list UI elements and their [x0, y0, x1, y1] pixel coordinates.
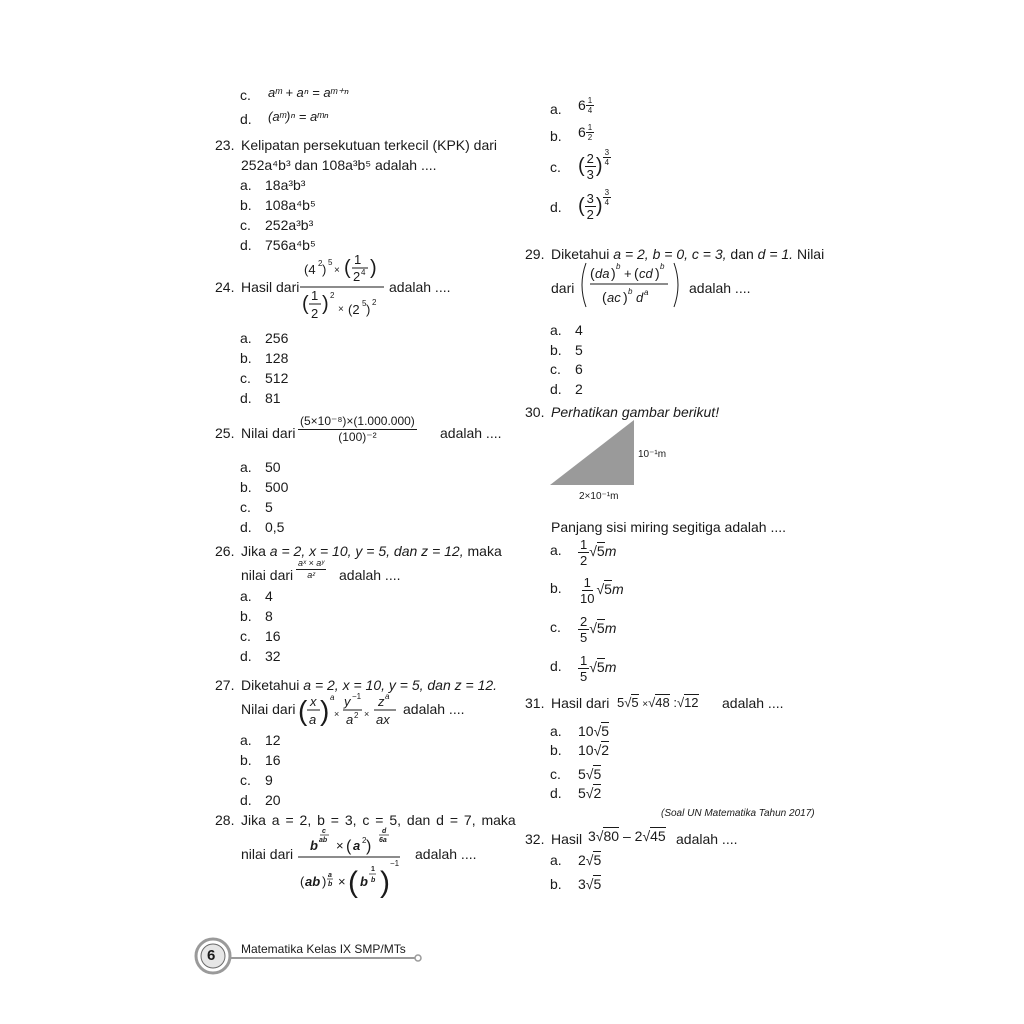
- svg-text:b: b: [328, 881, 333, 888]
- q27-option-value: 9: [265, 772, 273, 788]
- q30-option-label: d.: [550, 658, 562, 674]
- q27-option-label: c.: [240, 772, 251, 788]
- svg-text:cd: cd: [639, 266, 653, 281]
- svg-text:): ): [370, 257, 377, 279]
- svg-text:): ): [320, 695, 330, 726]
- q28-number: 28.: [215, 812, 235, 828]
- svg-text:d: d: [636, 290, 644, 305]
- q27b-option-label: a.: [550, 101, 562, 117]
- q22-option-d-label: d.: [240, 111, 252, 127]
- svg-text:5: 5: [362, 299, 367, 308]
- q24-pre: Hasil dari: [241, 279, 300, 295]
- q31-pre: Hasil dari: [551, 695, 610, 711]
- q25-option-label: d.: [240, 519, 252, 535]
- svg-text:a: a: [328, 872, 332, 879]
- q23-option-label: d.: [240, 237, 252, 253]
- svg-text:(: (: [634, 265, 639, 281]
- q31-option-value: 10√5: [578, 723, 610, 739]
- q29-number: 29.: [525, 246, 545, 262]
- svg-text:): ): [380, 866, 390, 899]
- svg-text:da: da: [595, 266, 610, 281]
- q27-option-value: 16: [265, 752, 281, 768]
- svg-text:2: 2: [318, 259, 323, 268]
- q31-option-label: c.: [550, 766, 561, 782]
- q27b-option-value: ( $\frac{2}{3}$ ) $\frac{3}{4}$: [578, 148, 610, 183]
- q30-option-value: $\frac{2}{5}$ √5m: [580, 613, 617, 645]
- q32-option-label: a.: [550, 852, 562, 868]
- svg-text:2: 2: [362, 836, 367, 845]
- q28-expression: [296, 824, 408, 908]
- q23-option-label: c.: [240, 217, 251, 233]
- q24-option-value: 256: [265, 330, 289, 346]
- q22-option-c-label: c.: [240, 87, 251, 103]
- q27-post: adalah ....: [403, 701, 465, 717]
- q26-post: adalah ....: [339, 567, 401, 583]
- svg-text:ab: ab: [319, 837, 328, 844]
- q29-option-label: b.: [550, 342, 562, 358]
- q30-triangle-figure: [550, 420, 636, 486]
- svg-text:a: a: [644, 288, 649, 297]
- svg-text:z: z: [378, 694, 385, 709]
- q31-option-label: a.: [550, 723, 562, 739]
- q26-fraction: [296, 558, 326, 581]
- svg-text:): ): [322, 262, 327, 277]
- q26-denominator: aᶻ: [307, 570, 316, 580]
- q29-option-label: c.: [550, 361, 561, 377]
- q25-option-value: 500: [265, 479, 289, 495]
- q30-base-label: 2×10⁻¹m: [579, 491, 619, 502]
- svg-text:(: (: [300, 874, 305, 889]
- svg-text:): ): [322, 874, 327, 889]
- q30-option-label: b.: [550, 580, 562, 596]
- q27-option-label: a.: [240, 732, 252, 748]
- source-note: (Soal UN Matematika Tahun 2017): [661, 808, 815, 819]
- svg-text:): ): [623, 289, 628, 305]
- svg-text:+: +: [624, 266, 632, 281]
- q32-option-label: b.: [550, 876, 562, 892]
- q27-option-label: b.: [240, 752, 252, 768]
- svg-text:b: b: [371, 877, 376, 884]
- svg-text:×: ×: [334, 265, 340, 276]
- svg-text:(: (: [344, 257, 351, 279]
- q27-number: 27.: [215, 677, 235, 693]
- svg-text:1: 1: [371, 866, 375, 873]
- svg-text:a: a: [353, 838, 361, 853]
- q23-option-value: 18a³b³: [265, 177, 306, 193]
- q27b-option-value: 6 $\frac{1}{2}$: [578, 123, 593, 142]
- svg-text:(: (: [602, 289, 607, 305]
- q24-option-value: 128: [265, 350, 289, 366]
- q24-option-value: 512: [265, 370, 289, 386]
- q27b-option-label: c.: [550, 159, 561, 175]
- q31-option-label: b.: [550, 742, 562, 758]
- q24-post: adalah ....: [389, 279, 451, 295]
- q26-option-value: 32: [265, 648, 281, 664]
- q26-option-value: 4: [265, 588, 273, 604]
- q25-number: 25.: [215, 425, 235, 441]
- svg-text:): ): [322, 293, 329, 315]
- svg-text:5: 5: [328, 258, 333, 267]
- q30-side-label: 10⁻¹m: [638, 449, 667, 460]
- svg-text:b: b: [628, 287, 633, 296]
- q25-option-value: 5: [265, 499, 273, 515]
- svg-text:b: b: [360, 874, 368, 889]
- q26-option-value: 16: [265, 628, 281, 644]
- q25-numerator: (5×10⁻⁸)×(1.000.000): [300, 414, 415, 428]
- q27b-option-value: ( $\frac{3}{2}$ ) $\frac{3}{4}$: [578, 188, 610, 223]
- q30-question: Panjang sisi miring segitiga adalah ....: [551, 519, 787, 535]
- svg-text:(: (: [298, 695, 308, 726]
- q24-option-label: a.: [240, 330, 252, 346]
- q32-expression: 3√80 – 2√45: [588, 828, 666, 844]
- svg-text:y: y: [344, 694, 351, 709]
- q28-text-line1: Jika a = 2, b = 3, c = 5, dan d = 7, maka: [241, 812, 516, 828]
- q30-text: Perhatikan gambar berikut!: [551, 404, 720, 420]
- q29-option-value: 6: [575, 361, 583, 377]
- svg-text:d: d: [382, 828, 387, 835]
- svg-text:): ): [655, 265, 660, 281]
- q29-option-label: a.: [550, 322, 562, 338]
- svg-text:2: 2: [311, 306, 319, 321]
- q27b-option-label: b.: [550, 128, 562, 144]
- q25-denominator: (100)⁻²: [338, 430, 377, 444]
- q23-option-value: 252a³b³: [265, 217, 314, 233]
- q31-number: 31.: [525, 695, 545, 711]
- q29-text-line1: Diketahui a = 2, b = 0, c = 3, dan d = 1. Nilai: [551, 246, 825, 262]
- q25-option-label: c.: [240, 499, 251, 515]
- q27-option-value: 20: [265, 792, 281, 808]
- q30-option-label: c.: [550, 619, 561, 635]
- q24-option-label: c.: [240, 370, 251, 386]
- q28-pre: nilai dari: [241, 846, 294, 862]
- svg-text:6a: 6a: [379, 837, 387, 844]
- svg-text:ac: ac: [607, 290, 621, 305]
- svg-text:(2: (2: [348, 302, 360, 317]
- svg-text:x: x: [310, 694, 317, 709]
- svg-text:2: 2: [353, 269, 361, 284]
- q31-post: adalah ....: [722, 695, 784, 711]
- q32-post: adalah ....: [676, 831, 738, 847]
- q32-option-value: 3√5: [578, 876, 602, 892]
- q27-option-value: 12: [265, 732, 281, 748]
- svg-text:(: (: [348, 866, 358, 899]
- svg-text:a: a: [309, 712, 317, 727]
- q25-pre: Nilai dari: [241, 425, 296, 441]
- q27-option-label: d.: [240, 792, 252, 808]
- svg-text:1: 1: [354, 252, 362, 267]
- q25-post: adalah ....: [440, 425, 502, 441]
- svg-text:(: (: [590, 265, 595, 281]
- q22-option-c-expr: aᵐ + aⁿ = aᵐ⁺ⁿ: [268, 85, 349, 100]
- q23-text-line2: 252a⁴b³ dan 108a³b⁵ adalah ....: [241, 157, 437, 173]
- q29-option-value: 5: [575, 342, 583, 358]
- svg-text:ax: ax: [376, 712, 390, 727]
- q26-option-label: d.: [240, 648, 252, 664]
- svg-text:×: ×: [336, 838, 344, 853]
- q23-text-line1: Kelipatan persekutuan terkecil (KPK) dari: [241, 137, 498, 153]
- q26-text-line1: Jika a = 2, x = 10, y = 5, dan z = 12, maka: [241, 543, 502, 559]
- q24-option-value: 81: [265, 390, 281, 406]
- svg-text:): ): [611, 265, 616, 281]
- svg-text:−1: −1: [390, 859, 400, 868]
- q28-post: adalah ....: [415, 846, 477, 862]
- q31-option-label: d.: [550, 785, 562, 801]
- q24-option-label: b.: [240, 350, 252, 366]
- svg-text:×: ×: [338, 874, 346, 889]
- svg-text:(: (: [302, 293, 309, 315]
- q25-option-label: a.: [240, 459, 252, 475]
- q26-option-label: a.: [240, 588, 252, 604]
- q23-option-label: b.: [240, 197, 252, 213]
- svg-text:2: 2: [354, 711, 359, 720]
- q30-number: 30.: [525, 404, 545, 420]
- q29-option-value: 2: [575, 381, 583, 397]
- q27b-option-label: d.: [550, 199, 562, 215]
- q31-option-value: 5√5: [578, 766, 602, 782]
- svg-text:×: ×: [338, 304, 344, 315]
- svg-text:1: 1: [311, 288, 319, 303]
- q29-option-label: d.: [550, 381, 562, 397]
- q26-pre: nilai dari: [241, 567, 294, 583]
- svg-text:2: 2: [372, 298, 377, 307]
- q31-expression: 5√5 ×√48 :√12: [617, 695, 699, 710]
- svg-text:2: 2: [330, 291, 335, 300]
- svg-text:b: b: [660, 262, 665, 271]
- q22-option-d-expr: (aᵐ)ⁿ = aᵐⁿ: [268, 109, 329, 124]
- q27-expression: [298, 690, 404, 736]
- svg-text:a: a: [385, 692, 390, 701]
- q32-pre: Hasil: [551, 831, 583, 847]
- q25-option-value: 50: [265, 459, 281, 475]
- q26-option-label: c.: [240, 628, 251, 644]
- q26-number: 26.: [215, 543, 235, 559]
- q24-number: 24.: [215, 279, 235, 295]
- q29-option-value: 4: [575, 322, 583, 338]
- svg-text:a: a: [346, 712, 354, 727]
- svg-text:b: b: [310, 838, 318, 853]
- svg-text:−1: −1: [352, 692, 362, 701]
- q29-pre: dari: [551, 280, 575, 296]
- q24-fraction-expression: [298, 248, 388, 328]
- svg-text:b: b: [616, 262, 621, 271]
- q25-fraction: [298, 414, 417, 445]
- q25-option-value: 0,5: [265, 519, 285, 535]
- q27-text-line1: Diketahui a = 2, x = 10, y = 5, dan z = 12.: [241, 677, 498, 693]
- svg-text:(4: (4: [304, 262, 316, 277]
- page-number: 6: [207, 947, 216, 964]
- q26-option-value: 8: [265, 608, 273, 624]
- q23-option-value: 756a⁴b⁵: [265, 237, 316, 253]
- q23-number: 23.: [215, 137, 235, 153]
- svg-text:a: a: [330, 693, 335, 702]
- q30-option-value: $\frac{1}{5}$ √5m: [580, 652, 617, 684]
- q27-pre: Nilai dari: [241, 701, 296, 717]
- svg-text:4: 4: [361, 268, 366, 277]
- q26-numerator: aˣ × aʸ: [298, 558, 325, 568]
- q31-option-value: 10√2: [578, 742, 610, 758]
- q26-option-label: b.: [240, 608, 252, 624]
- footer-title: Matematika Kelas IX SMP/MTs: [241, 942, 406, 956]
- q30-option-value: $\frac{1}{2}$ √5m: [580, 536, 617, 568]
- q23-option-value: 108a⁴b⁵: [265, 197, 316, 213]
- q29-post: adalah ....: [689, 280, 751, 296]
- svg-text:ab: ab: [305, 874, 321, 889]
- svg-text:(: (: [346, 838, 352, 855]
- q27b-option-value: 6 $\frac{1}{4}$: [578, 96, 593, 115]
- svg-text:): ): [366, 302, 371, 317]
- q30-option-value: $\frac{1}{10}$ √5m: [580, 574, 624, 606]
- svg-text:): ): [366, 838, 372, 855]
- q32-option-value: 2√5: [578, 852, 602, 868]
- q30-option-label: a.: [550, 542, 562, 558]
- svg-text:×: ×: [364, 709, 370, 719]
- q31-option-value: 5√2: [578, 785, 602, 801]
- q29-expression: [578, 259, 682, 311]
- svg-text:×: ×: [334, 709, 340, 719]
- svg-text:c: c: [322, 828, 326, 835]
- q23-option-label: a.: [240, 177, 252, 193]
- q25-option-label: b.: [240, 479, 252, 495]
- q24-option-label: d.: [240, 390, 252, 406]
- q32-number: 32.: [525, 831, 545, 847]
